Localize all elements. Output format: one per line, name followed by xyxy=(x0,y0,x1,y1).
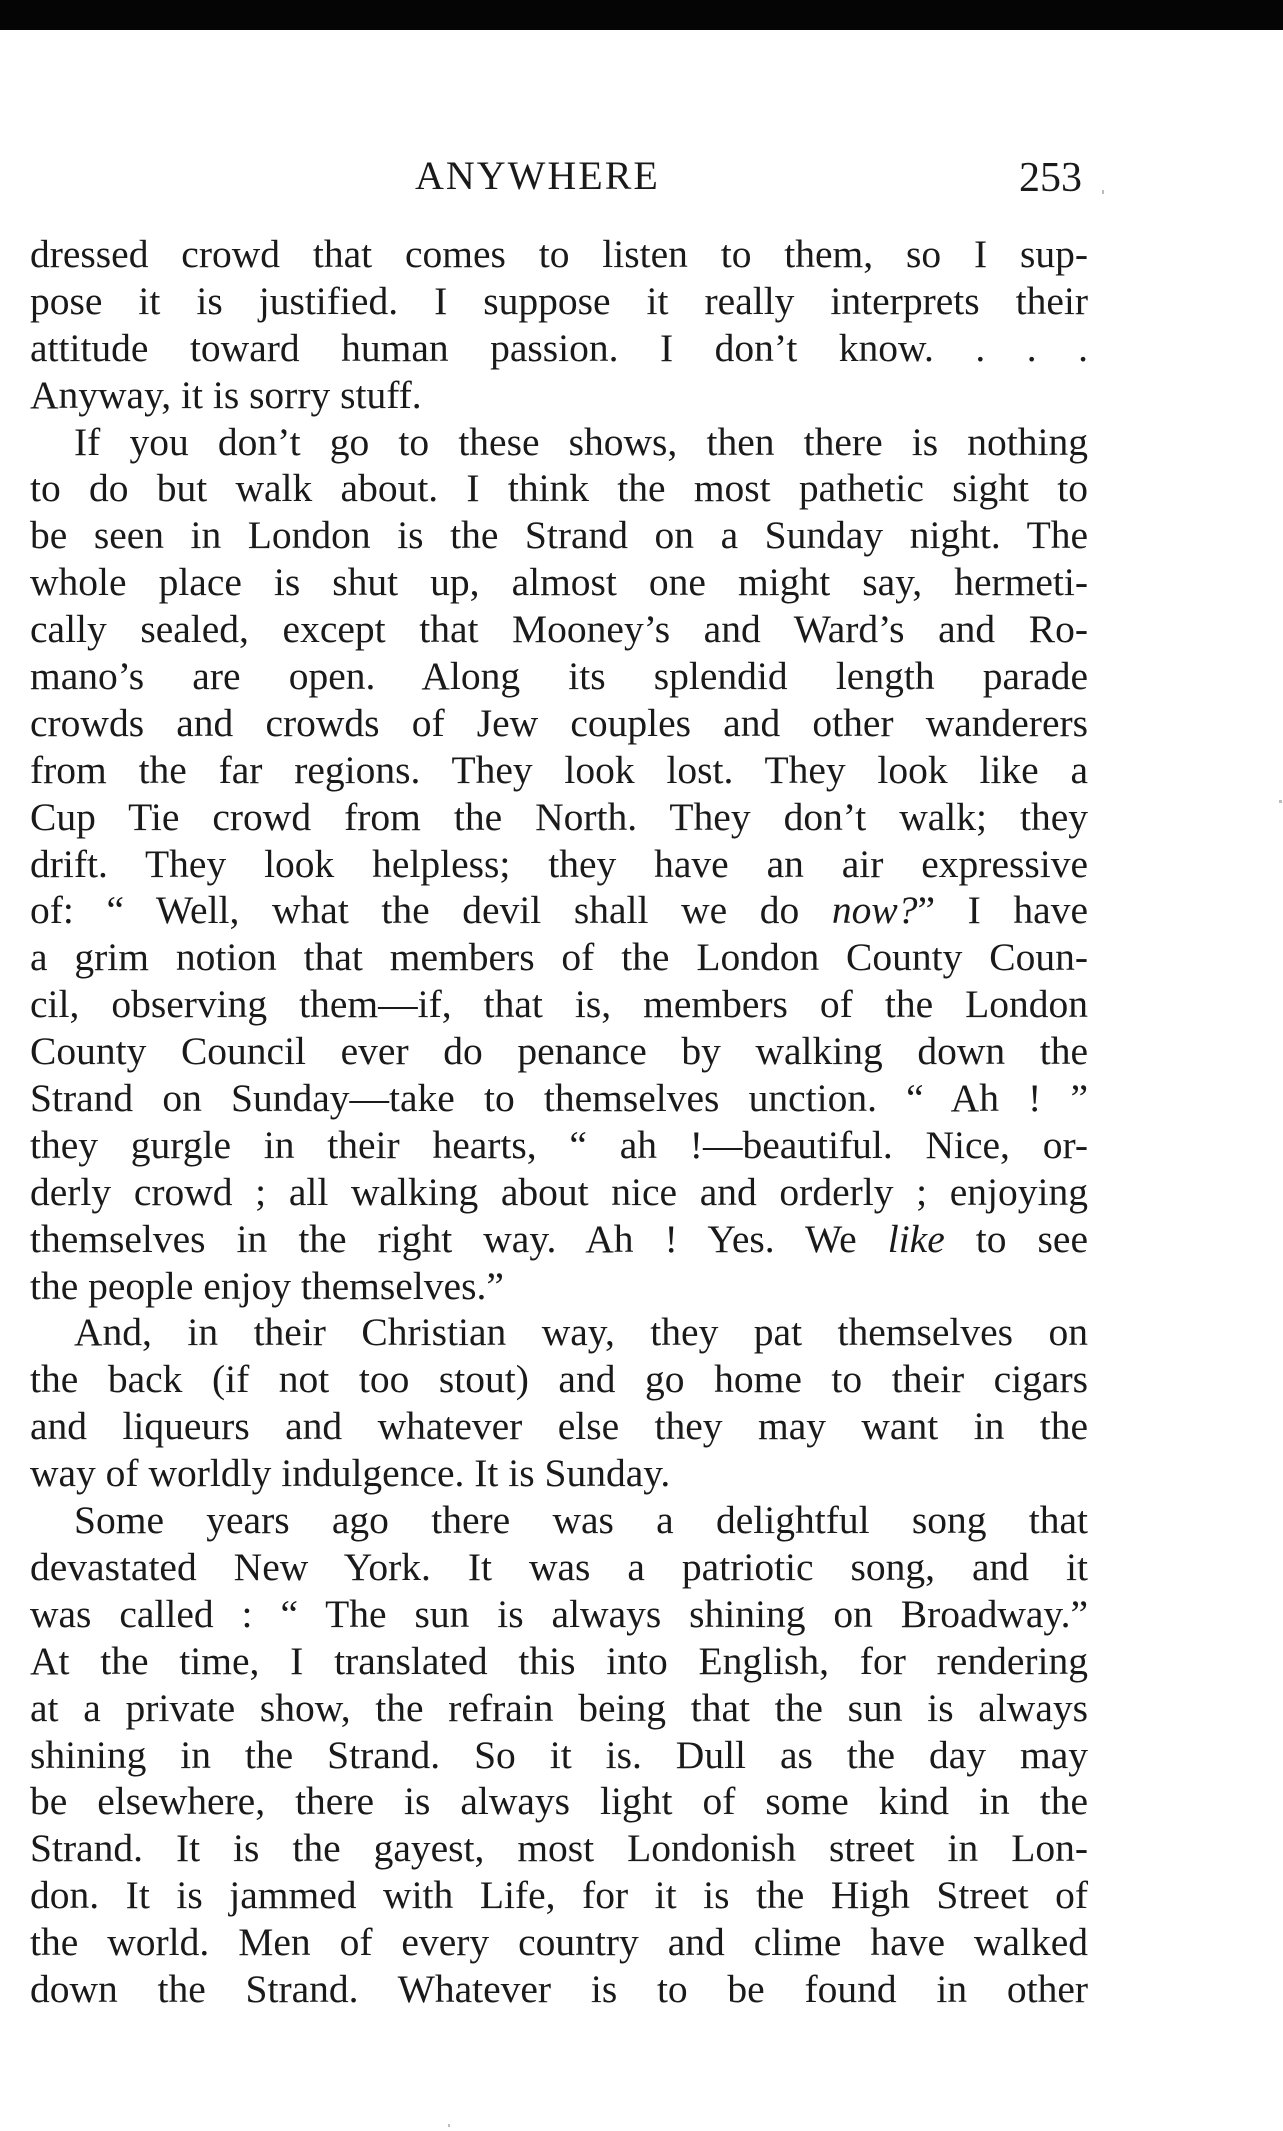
emphasis: like xyxy=(887,1216,945,1261)
text-line: way of worldly indulgence. It is Sunday. xyxy=(30,1451,671,1496)
text-line: shining in the Strand. So it is. Dull as the day may xyxy=(30,1732,1088,1777)
text-line: the world. Men of every country and clime have walked xyxy=(30,1920,1088,1965)
text-line: derly crowd ; all walking about nice and orderly ; enjoying xyxy=(30,1169,1088,1214)
text-line: whole place is shut up, almost one might say, hermeti- xyxy=(30,560,1088,605)
text-line: they gurgle in their hearts, “ ah !—beautiful. Nice, or- xyxy=(30,1122,1088,1167)
text-line: and liqueurs and whatever else they may want in the xyxy=(30,1404,1088,1449)
text-line: from the far regions. They look lost. They look like a xyxy=(30,747,1088,792)
running-head xyxy=(30,152,1090,212)
text-line: Some years ago there was a delightful song that xyxy=(74,1498,1088,1543)
scan-speck xyxy=(1102,190,1104,194)
text-line: Cup Tie crowd from the North. They don’t walk; they xyxy=(30,794,1088,839)
text-line: down the Strand. Whatever is to be found in other xyxy=(30,1966,1088,2011)
text-line: the back (if not too stout) and go home to their cigars xyxy=(30,1357,1088,1402)
text-line: Anyway, it is sorry stuff. xyxy=(30,372,422,417)
text-line: Strand on Sunday—take to themselves unction. “ Ah ! ” xyxy=(30,1076,1088,1121)
text-line: be seen in London is the Strand on a Sunday night. The xyxy=(30,513,1088,558)
text-line: of: “ Well, what the devil shall we do now?” I have xyxy=(30,888,1088,933)
text-line: the people enjoy themselves.” xyxy=(30,1263,504,1308)
text-line: at a private show, the refrain being that the sun is always xyxy=(30,1685,1088,1730)
text-line: cally sealed, except that Mooney’s and Ward’s and Ro- xyxy=(30,607,1088,652)
text-line: cil, observing them—if, that is, members of the London xyxy=(30,982,1088,1027)
running-title: ANYWHERE xyxy=(415,153,660,198)
scan-speck xyxy=(448,2124,450,2127)
text-line: attitude toward human passion. I don’t know. . . . xyxy=(30,325,1088,370)
body-text xyxy=(30,231,1088,2013)
text-line: Strand. It is the gayest, most Londonish street in Lon- xyxy=(30,1826,1088,1871)
text-line: don. It is jammed with Life, for it is the High Street of xyxy=(30,1873,1088,1918)
text-line: a grim notion that members of the London County Coun- xyxy=(30,935,1088,980)
text-line: And, in their Christian way, they pat themselves on xyxy=(74,1310,1088,1355)
text-line: be elsewhere, there is always light of some kind in the xyxy=(30,1779,1088,1824)
text-line: dressed crowd that comes to listen to them, so I sup- xyxy=(30,232,1088,276)
text-line: pose it is justified. I suppose it really interprets their xyxy=(30,278,1088,323)
scan-speck xyxy=(1279,800,1282,803)
text-line: to do but walk about. I think the most pathetic sight to xyxy=(30,466,1088,511)
text-line: County Council ever do penance by walking down the xyxy=(30,1029,1088,1074)
page-number: 253 xyxy=(1019,155,1082,201)
text-line: At the time, I translated this into English, for rendering xyxy=(30,1638,1088,1683)
text-line: If you don’t go to these shows, then there is nothing xyxy=(74,419,1088,464)
text-line: themselves in the right way. Ah ! Yes. We like to see xyxy=(30,1216,1088,1261)
emphasis: now? xyxy=(831,888,918,933)
text-line: crowds and crowds of Jew couples and other wanderers xyxy=(30,700,1088,745)
text-line: mano’s are open. Along its splendid length parade xyxy=(30,654,1088,699)
text-line: drift. They look helpless; they have an air expressive xyxy=(30,841,1088,886)
text-line: devastated New York. It was a patriotic song, and it xyxy=(30,1544,1088,1589)
text-line: was called : “ The sun is always shining on Broadway.” xyxy=(30,1591,1088,1636)
